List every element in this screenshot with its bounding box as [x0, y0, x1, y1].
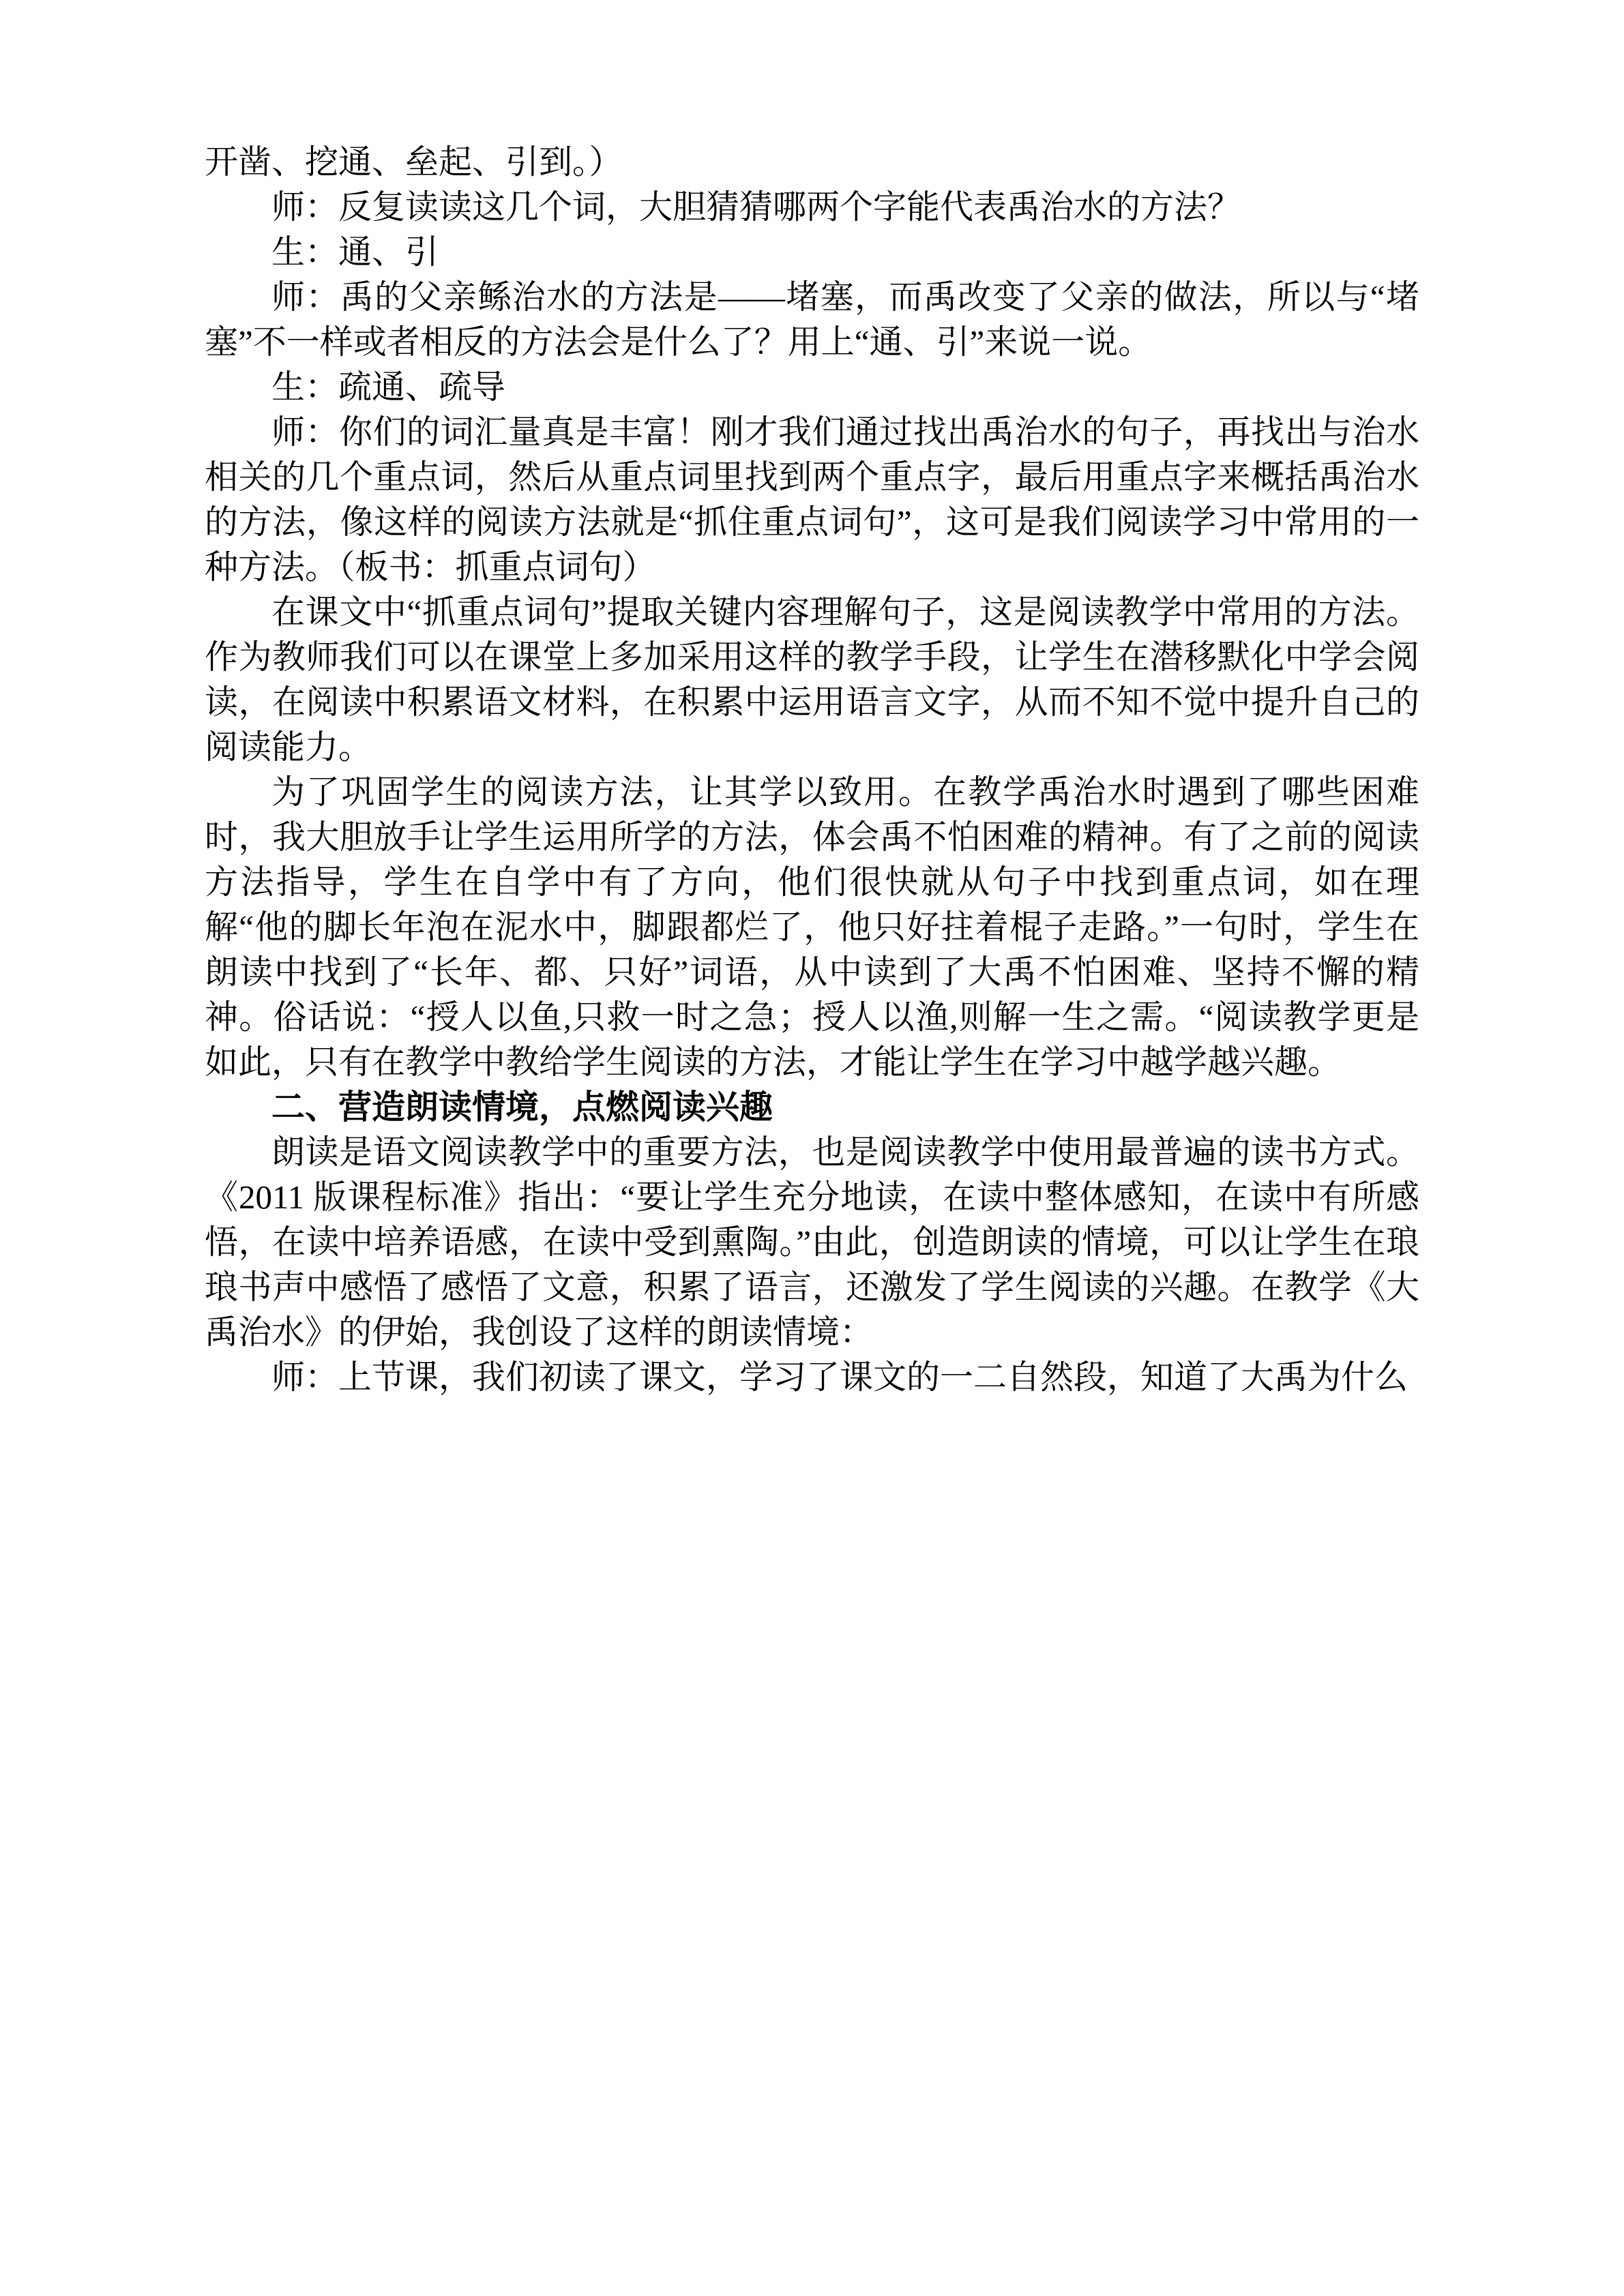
teacher-dialogue-line: 师：上节课，我们初读了课文，学习了课文的一二自然段，知道了大禹为什么: [271, 1358, 1408, 1396]
teacher-dialogue-line: 师：反复读读这几个词，大胆猜猜哪两个字能代表禹治水的方法？: [271, 188, 1241, 226]
body-paragraph: 朗读是语文阅读教学中的重要方法，也是阅读教学中使用最普遍的读书方式。《2011 版课程标准》指出：“要让学生充分地读，在读中整体感知，在读中有所感悟，在读中培养语感，在读中受到熏陶。”由此，创造朗读的情境，可以让学生在琅琅书声中感悟了感悟了文意，积累了语言，还激发了学生阅读的兴趣。在教学《大禹治水》的伊始，我创设了这样的朗读情境：: [205, 1133, 1419, 1351]
teacher-dialogue-line: 师：禹的父亲鲧治水的方法是——堵塞，而禹改变了父亲的做法，所以与“堵塞”不一样或者相反的方法会是什么了？用上“通、引”来说一说。: [205, 278, 1419, 361]
continuation-line: 开凿、挖通、垒起、引到。）: [205, 143, 623, 181]
section-heading: 二、营造朗读情境，点燃阅读兴趣: [271, 1088, 773, 1126]
body-paragraph: 在课文中“抓重点词句”提取关键内容理解句子，这是阅读教学中常用的方法。作为教师我们可以在课堂上多加采用这样的教学手段，让学生在潜移默化中学会阅读，在阅读中积累语文材料，在积累中运用语言文字，从而不知不觉中提升自己的阅读能力。: [205, 593, 1419, 766]
teacher-dialogue-line: 师：你们的词汇量真是丰富！刚才我们通过找出禹治水的句子，再找出与治水相关的几个重点词，然后从重点词里找到两个重点字，最后用重点字来概括禹治水的方法，像这样的阅读方法就是“抓住重点词句”，这可是我们阅读学习中常用的一种方法。（板书：抓重点词句）: [205, 413, 1419, 586]
body-paragraph: 为了巩固学生的阅读方法，让其学以致用。在教学禹治水时遇到了哪些困难时，我大胆放手让学生运用所学的方法，体会禹不怕困难的精神。有了之前的阅读方法指导，学生在自学中有了方向，他们很快就从句子中找到重点词，如在理解“他的脚长年泡在泥水中，脚跟都烂了，他只好拄着棍子走路。”一句时，学生在朗读中找到了“长年、都、只好”词语，从中读到了大禹不怕困难、坚持不懈的精神。俗话说：“授人以鱼,只救一时之急；授人以渔,则解一生之需。“阅读教学更是如此，只有在教学中教给学生阅读的方法，才能让学生在学习中越学越兴趣。: [205, 773, 1419, 1081]
student-dialogue-line: 生：通、引: [271, 233, 439, 271]
student-dialogue-line: 生：疏通、疏导: [271, 368, 506, 406]
